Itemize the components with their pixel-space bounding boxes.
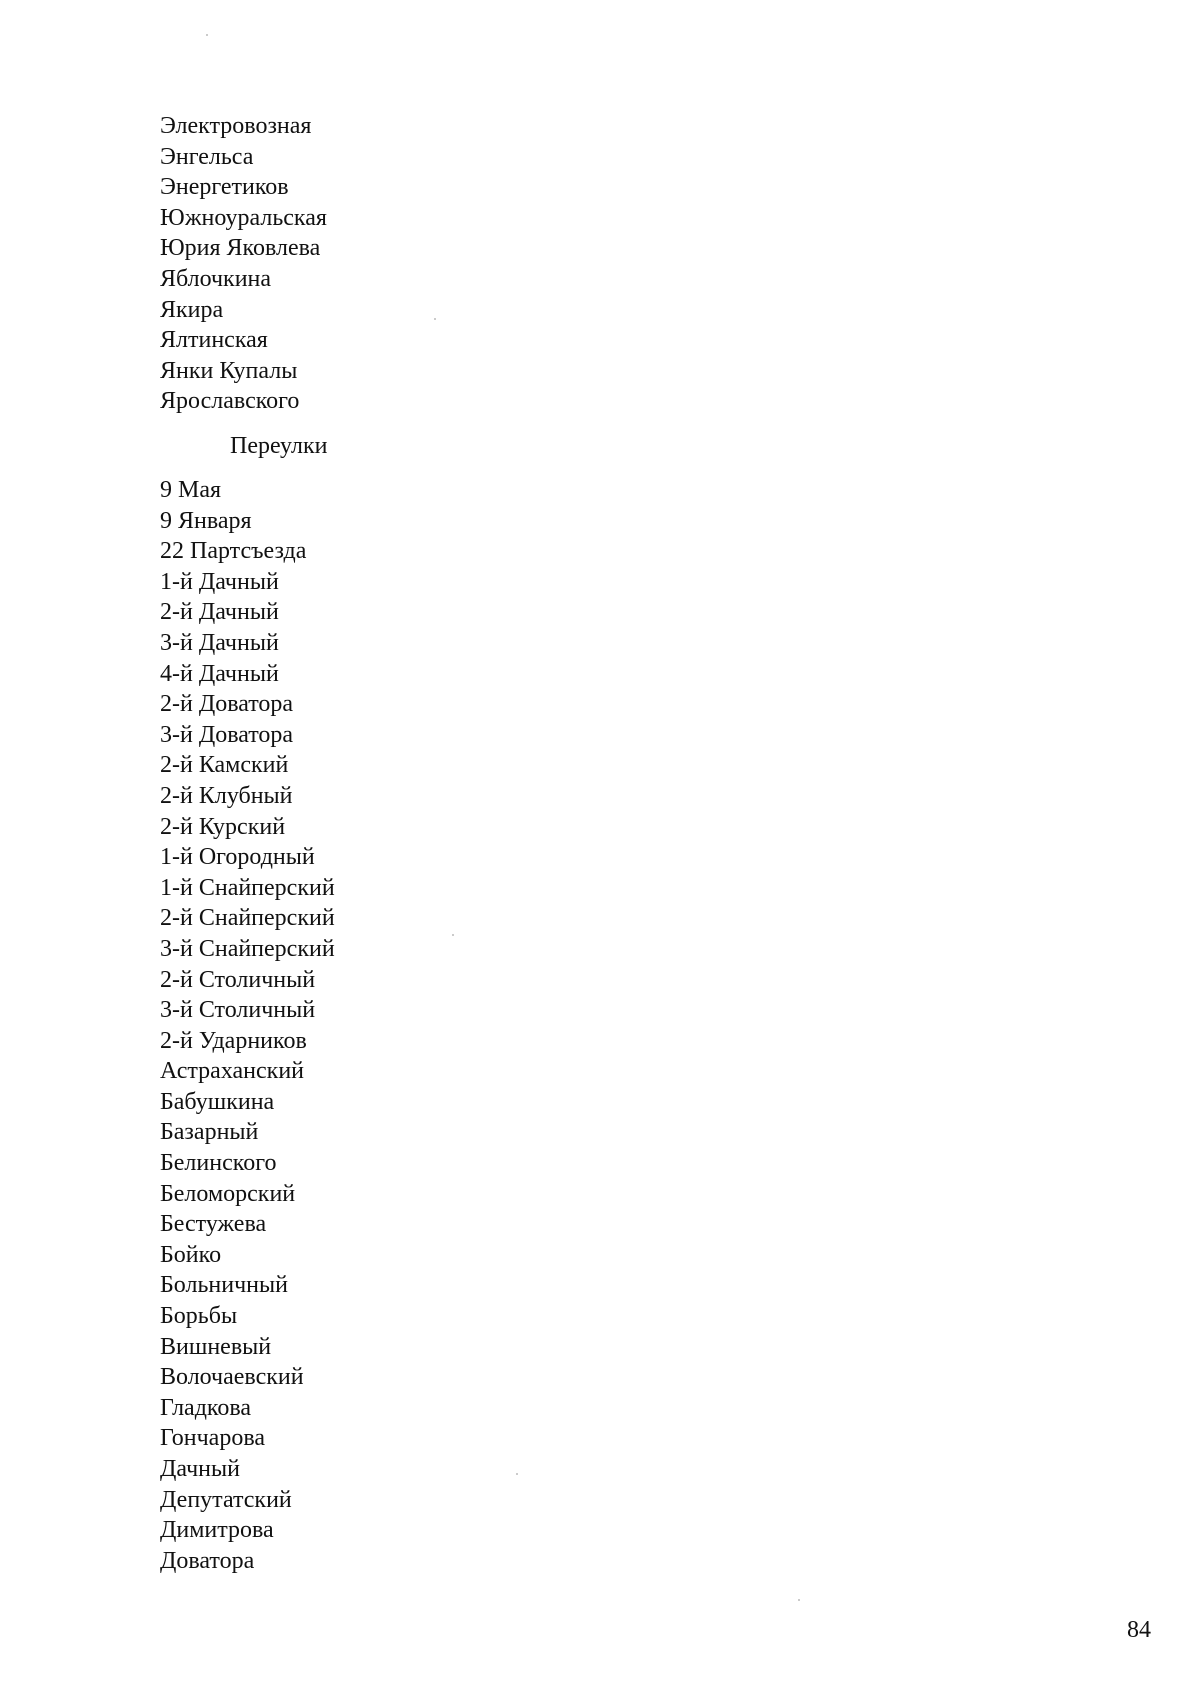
list-item: 3-й Снайперский — [160, 935, 335, 962]
list-item: Ярославского — [160, 388, 300, 415]
list-item: 3-й Дачный — [160, 629, 279, 656]
list-item: Дачный — [160, 1456, 240, 1482]
lane-list — [160, 475, 335, 1576]
list-item: 2-й Столичный — [160, 966, 316, 993]
list-item: Вишневый — [160, 1333, 272, 1360]
list-item: 9 Мая — [160, 477, 222, 503]
list-item: 1-й Огородный — [160, 844, 315, 871]
list-item: Янки Купалы — [160, 357, 298, 384]
scan-speck — [516, 1473, 518, 1475]
list-item: 2-й Доватора — [160, 691, 294, 718]
list-item: 3-й Доватора — [160, 721, 294, 748]
list-item: 1-й Дачный — [160, 568, 279, 595]
list-item: Белинского — [160, 1150, 277, 1177]
list-item: Больничный — [160, 1272, 288, 1299]
list-item: Астраханский — [160, 1058, 304, 1085]
list-item: 2-й Клубный — [160, 782, 293, 809]
list-item: Бабушкина — [160, 1088, 275, 1115]
scan-speck — [206, 34, 208, 36]
list-item: 9 Января — [160, 507, 252, 534]
list-item: Доватора — [160, 1547, 255, 1574]
list-item: Базарный — [160, 1119, 259, 1146]
list-item: 2-й Ударников — [160, 1027, 307, 1054]
list-item: Энергетиков — [160, 174, 289, 201]
list-item: Бестужева — [160, 1211, 267, 1238]
list-item: Борьбы — [160, 1303, 238, 1330]
page-number: 84 — [1127, 1617, 1151, 1643]
list-item: Гладкова — [160, 1394, 252, 1421]
list-item: Яблочкина — [160, 265, 272, 292]
list-item: Юрия Яковлева — [160, 235, 321, 262]
list-item: Электровозная — [160, 113, 312, 139]
list-item: Якира — [160, 296, 224, 323]
lanes-heading: Переулки — [230, 433, 328, 459]
list-item: Ялтинская — [160, 327, 268, 354]
list-item: 4-й Дачный — [160, 660, 279, 687]
list-item: Энгельса — [160, 143, 254, 170]
list-item: Волочаевский — [160, 1364, 304, 1391]
list-item: 2-й Курский — [160, 813, 286, 840]
list-item: 1-й Снайперский — [160, 874, 335, 901]
list-item: 2-й Камский — [160, 752, 289, 779]
list-item: 3-й Столичный — [160, 997, 316, 1024]
list-item: Димитрова — [160, 1517, 274, 1544]
list-item: Бойко — [160, 1241, 222, 1268]
scan-speck — [452, 934, 454, 936]
scan-speck — [798, 1599, 800, 1601]
list-item: Депутатский — [160, 1486, 292, 1513]
street-list — [160, 111, 327, 417]
list-item: Южноуральская — [160, 204, 327, 231]
list-item: Беломорский — [160, 1180, 296, 1207]
list-item: Гончарова — [160, 1425, 265, 1452]
list-item: 22 Партсъезда — [160, 538, 307, 565]
scan-speck — [434, 318, 436, 320]
list-item: 2-й Снайперский — [160, 905, 335, 932]
list-item: 2-й Дачный — [160, 599, 279, 626]
